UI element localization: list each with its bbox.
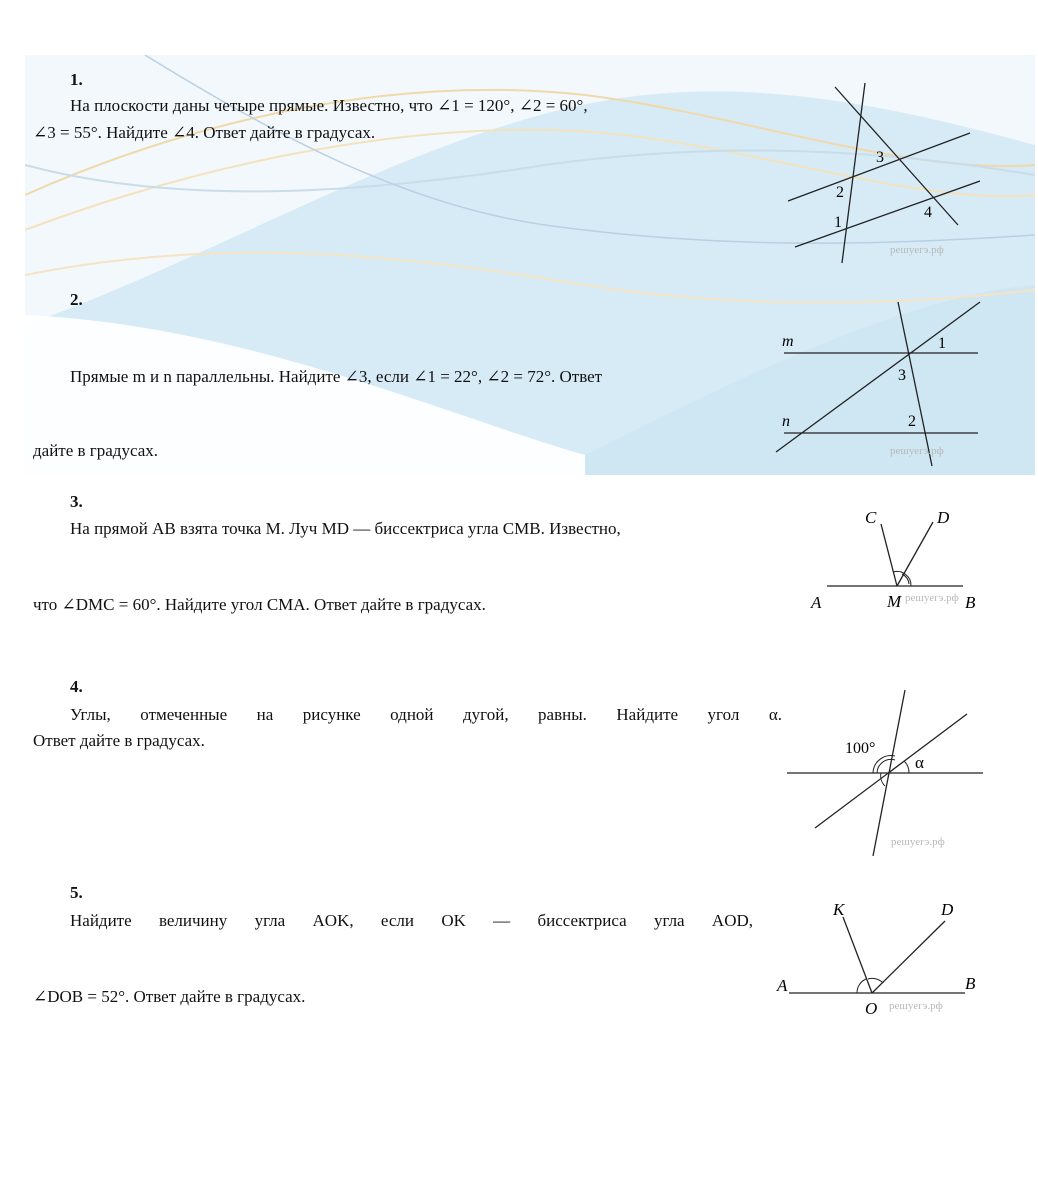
problem-text-line: На прямой AB взята точка M. Луч MD — биссектриса угла CMB. Известно,: [70, 519, 621, 538]
problem-text-line: Найдите величину угла AOK, если OK — биссектриса угла AOD,: [70, 911, 753, 930]
watermark: решуегэ.рф: [905, 592, 959, 604]
problem-text-line: Прямые m и n параллельны. Найдите ∠3, если ∠1 = 22°, ∠2 = 72°. Ответ: [70, 367, 603, 386]
figure-label: 100°: [845, 740, 876, 757]
watermark: решуегэ.рф: [890, 445, 944, 457]
figure-label: m: [782, 333, 794, 350]
figure-label: D: [941, 900, 954, 919]
figure-label: C: [865, 508, 877, 527]
problem-number: 4.: [70, 677, 83, 696]
figure-label: 3: [898, 367, 906, 384]
figure-bisector-aod: [775, 895, 980, 1025]
problem-text-line: Углы, отмеченные на рисунке одной дугой, равны. Найдите угол α.: [70, 705, 782, 724]
figure-angles-alpha: [785, 688, 985, 863]
figure-label: 4: [924, 204, 932, 221]
watermark: решуегэ.рф: [891, 836, 945, 848]
figure-label: 1: [834, 214, 842, 231]
figure-label: O: [865, 999, 878, 1018]
problem-number: 5.: [70, 883, 83, 902]
figure-label: 2: [908, 413, 916, 430]
problem-text-line: ∠3 = 55°. Найдите ∠4. Ответ дайте в градусах.: [33, 123, 376, 142]
problem-text-line: что ∠DMC = 60°. Найдите угол CMA. Ответ дайте в градусах.: [33, 595, 486, 614]
figure-label: D: [937, 508, 950, 527]
problem-text-line: На плоскости даны четыре прямые. Известно, что ∠1 = 120°, ∠2 = 60°,: [70, 96, 588, 115]
problem-text-line: Ответ дайте в градусах.: [33, 731, 205, 750]
figure-label: M: [887, 592, 902, 611]
figure-label: α: [915, 753, 924, 772]
figure-label: B: [965, 593, 976, 612]
problem-text-line: дайте в градусах.: [33, 441, 159, 460]
figure-label: n: [782, 413, 790, 430]
problem-number: 2.: [70, 290, 83, 309]
watermark: решуегэ.рф: [890, 244, 944, 256]
problem-number: 3.: [70, 492, 83, 511]
figure-label: B: [965, 974, 976, 993]
figure-bisector-cmb: [805, 500, 985, 620]
figure-four-lines: [780, 75, 980, 270]
figure-label: 3: [876, 149, 884, 166]
figure-label: A: [777, 976, 788, 995]
figure-label: A: [811, 593, 822, 612]
figure-label: 1: [938, 335, 946, 352]
figure-label: 2: [836, 184, 844, 201]
figure-parallel-lines: [770, 298, 985, 473]
problem-text-line: ∠DOB = 52°. Ответ дайте в градусах.: [33, 987, 306, 1006]
watermark: решуегэ.рф: [889, 1000, 943, 1012]
problem-number: 1.: [70, 70, 83, 89]
figure-label: K: [833, 900, 845, 919]
